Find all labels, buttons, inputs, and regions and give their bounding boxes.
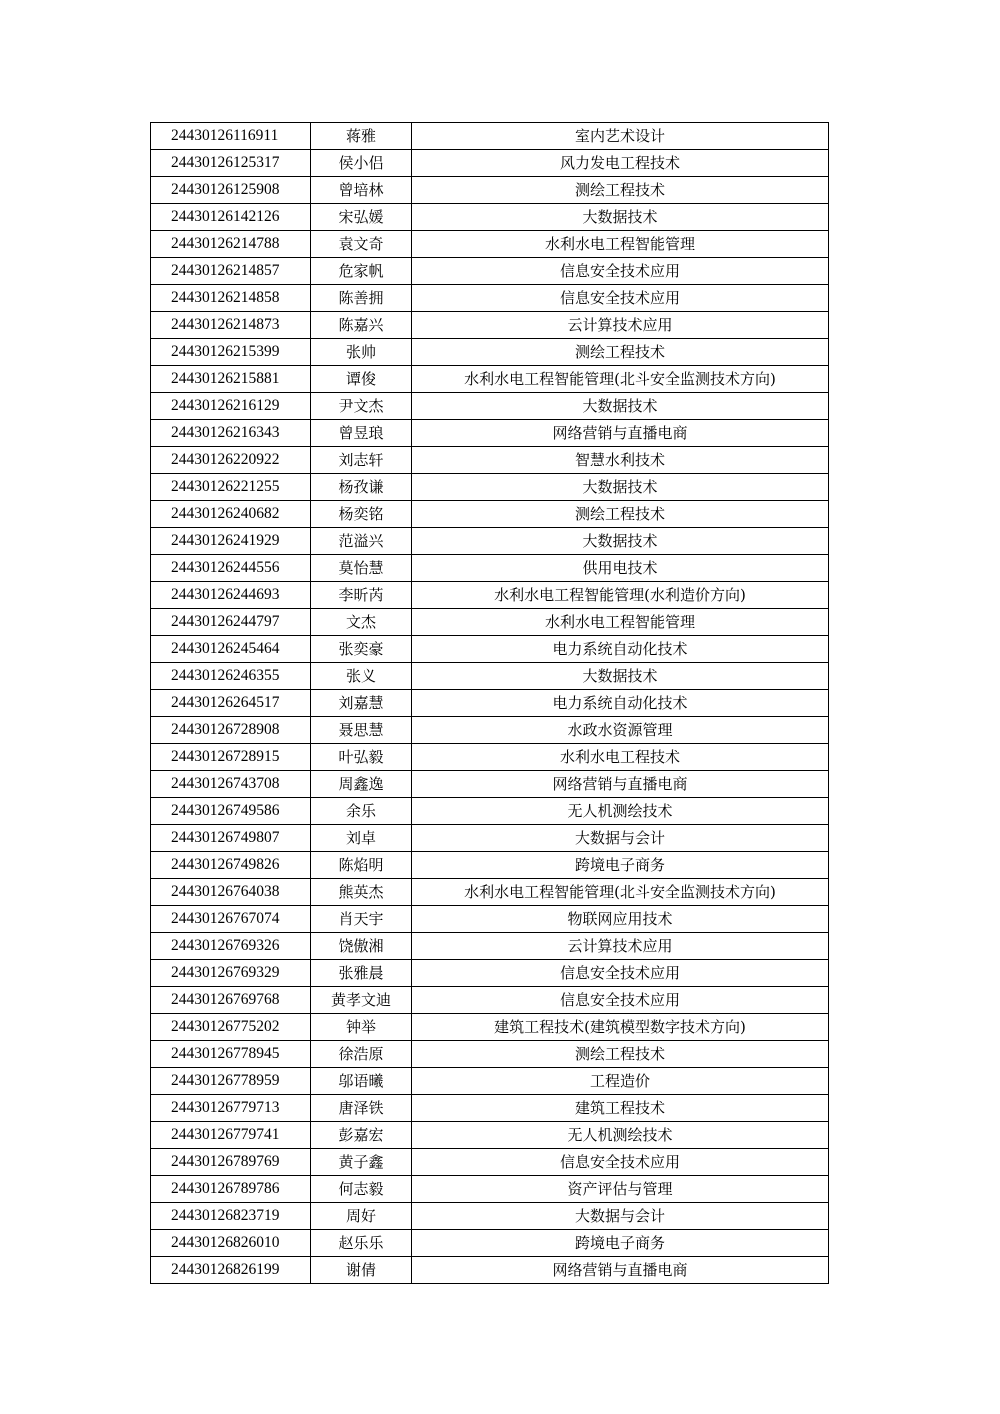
major-cell: 大数据技术 xyxy=(412,474,829,501)
table-row xyxy=(151,960,829,987)
major-cell: 无人机测绘技术 xyxy=(412,798,829,825)
table-row xyxy=(151,420,829,447)
table-row xyxy=(151,798,829,825)
student-name-cell: 聂思慧 xyxy=(311,717,412,744)
student-name-cell: 熊英杰 xyxy=(311,879,412,906)
table-row xyxy=(151,474,829,501)
student-id-cell: 24430126214788 xyxy=(151,231,311,258)
student-name-cell: 袁文奇 xyxy=(311,231,412,258)
student-id-cell: 24430126215881 xyxy=(151,366,311,393)
table-row xyxy=(151,879,829,906)
student-name-cell: 杨孜谦 xyxy=(311,474,412,501)
student-name-cell: 陈善拥 xyxy=(311,285,412,312)
table-row xyxy=(151,312,829,339)
major-cell: 云计算技术应用 xyxy=(412,312,829,339)
major-cell: 物联网应用技术 xyxy=(412,906,829,933)
student-id-cell: 24430126778959 xyxy=(151,1068,311,1095)
student-id-cell: 24430126215399 xyxy=(151,339,311,366)
table-row xyxy=(151,1068,829,1095)
major-cell: 测绘工程技术 xyxy=(412,501,829,528)
student-name-cell: 曾昱琅 xyxy=(311,420,412,447)
student-name-cell: 饶傲湘 xyxy=(311,933,412,960)
table-row xyxy=(151,825,829,852)
student-id-cell: 24430126823719 xyxy=(151,1203,311,1230)
student-id-cell: 24430126264517 xyxy=(151,690,311,717)
major-cell: 大数据与会计 xyxy=(412,825,829,852)
student-roster-table xyxy=(150,122,829,1284)
table-row xyxy=(151,663,829,690)
student-name-cell: 余乐 xyxy=(311,798,412,825)
major-cell: 电力系统自动化技术 xyxy=(412,690,829,717)
major-cell: 水利水电工程智能管理 xyxy=(412,231,829,258)
major-cell: 水利水电工程技术 xyxy=(412,744,829,771)
table-row xyxy=(151,933,829,960)
student-name-cell: 肖天宇 xyxy=(311,906,412,933)
student-name-cell: 危家帆 xyxy=(311,258,412,285)
student-name-cell: 李昕芮 xyxy=(311,582,412,609)
major-cell: 云计算技术应用 xyxy=(412,933,829,960)
student-id-cell: 24430126769329 xyxy=(151,960,311,987)
student-name-cell: 尹文杰 xyxy=(311,393,412,420)
student-name-cell: 侯小侣 xyxy=(311,150,412,177)
student-id-cell: 24430126246355 xyxy=(151,663,311,690)
table-row xyxy=(151,636,829,663)
table-row xyxy=(151,1257,829,1284)
major-cell: 建筑工程技术(建筑模型数字技术方向) xyxy=(412,1014,829,1041)
student-id-cell: 24430126728908 xyxy=(151,717,311,744)
student-id-cell: 24430126125317 xyxy=(151,150,311,177)
student-id-cell: 24430126779741 xyxy=(151,1122,311,1149)
student-id-cell: 24430126244797 xyxy=(151,609,311,636)
student-name-cell: 蒋雅 xyxy=(311,123,412,150)
student-id-cell: 24430126728915 xyxy=(151,744,311,771)
student-name-cell: 周好 xyxy=(311,1203,412,1230)
table-row xyxy=(151,204,829,231)
major-cell: 大数据技术 xyxy=(412,528,829,555)
student-id-cell: 24430126214858 xyxy=(151,285,311,312)
student-name-cell: 何志毅 xyxy=(311,1176,412,1203)
table-row xyxy=(151,1176,829,1203)
major-cell: 网络营销与直播电商 xyxy=(412,420,829,447)
major-cell: 测绘工程技术 xyxy=(412,339,829,366)
student-name-cell: 黄子鑫 xyxy=(311,1149,412,1176)
student-name-cell: 赵乐乐 xyxy=(311,1230,412,1257)
student-id-cell: 24430126749826 xyxy=(151,852,311,879)
student-name-cell: 刘卓 xyxy=(311,825,412,852)
major-cell: 室内艺术设计 xyxy=(412,123,829,150)
student-name-cell: 莫怡慧 xyxy=(311,555,412,582)
roster-body xyxy=(151,123,829,1284)
table-row xyxy=(151,609,829,636)
table-row xyxy=(151,582,829,609)
student-name-cell: 范溢兴 xyxy=(311,528,412,555)
major-cell: 网络营销与直播电商 xyxy=(412,771,829,798)
student-name-cell: 陈焰明 xyxy=(311,852,412,879)
student-id-cell: 24430126216129 xyxy=(151,393,311,420)
major-cell: 供用电技术 xyxy=(412,555,829,582)
major-cell: 大数据技术 xyxy=(412,393,829,420)
table-row xyxy=(151,555,829,582)
student-id-cell: 24430126142126 xyxy=(151,204,311,231)
student-id-cell: 24430126789786 xyxy=(151,1176,311,1203)
major-cell: 信息安全技术应用 xyxy=(412,285,829,312)
major-cell: 网络营销与直播电商 xyxy=(412,1257,829,1284)
major-cell: 信息安全技术应用 xyxy=(412,987,829,1014)
table-row xyxy=(151,1095,829,1122)
student-name-cell: 陈嘉兴 xyxy=(311,312,412,339)
student-name-cell: 张奕豪 xyxy=(311,636,412,663)
table-row xyxy=(151,1203,829,1230)
table-row xyxy=(151,1230,829,1257)
major-cell: 信息安全技术应用 xyxy=(412,1149,829,1176)
student-name-cell: 曾培林 xyxy=(311,177,412,204)
student-id-cell: 24430126240682 xyxy=(151,501,311,528)
student-name-cell: 刘志轩 xyxy=(311,447,412,474)
student-name-cell: 刘嘉慧 xyxy=(311,690,412,717)
table-row xyxy=(151,366,829,393)
table-row xyxy=(151,852,829,879)
major-cell: 测绘工程技术 xyxy=(412,177,829,204)
table-row xyxy=(151,717,829,744)
student-id-cell: 24430126241929 xyxy=(151,528,311,555)
student-id-cell: 24430126749807 xyxy=(151,825,311,852)
student-id-cell: 24430126125908 xyxy=(151,177,311,204)
major-cell: 电力系统自动化技术 xyxy=(412,636,829,663)
student-name-cell: 叶弘毅 xyxy=(311,744,412,771)
table-row xyxy=(151,231,829,258)
student-name-cell: 彭嘉宏 xyxy=(311,1122,412,1149)
major-cell: 智慧水利技术 xyxy=(412,447,829,474)
student-id-cell: 24430126244556 xyxy=(151,555,311,582)
student-id-cell: 24430126779713 xyxy=(151,1095,311,1122)
major-cell: 无人机测绘技术 xyxy=(412,1122,829,1149)
major-cell: 跨境电子商务 xyxy=(412,852,829,879)
table-row xyxy=(151,339,829,366)
student-id-cell: 24430126749586 xyxy=(151,798,311,825)
student-id-cell: 24430126769768 xyxy=(151,987,311,1014)
major-cell: 水政水资源管理 xyxy=(412,717,829,744)
student-id-cell: 24430126214857 xyxy=(151,258,311,285)
student-id-cell: 24430126826010 xyxy=(151,1230,311,1257)
student-id-cell: 24430126778945 xyxy=(151,1041,311,1068)
table-row xyxy=(151,987,829,1014)
student-id-cell: 24430126826199 xyxy=(151,1257,311,1284)
student-id-cell: 24430126221255 xyxy=(151,474,311,501)
student-id-cell: 24430126220922 xyxy=(151,447,311,474)
student-id-cell: 24430126767074 xyxy=(151,906,311,933)
table-row xyxy=(151,744,829,771)
student-id-cell: 24430126244693 xyxy=(151,582,311,609)
table-row xyxy=(151,393,829,420)
major-cell: 风力发电工程技术 xyxy=(412,150,829,177)
major-cell: 工程造价 xyxy=(412,1068,829,1095)
student-id-cell: 24430126743708 xyxy=(151,771,311,798)
major-cell: 大数据与会计 xyxy=(412,1203,829,1230)
student-name-cell: 谭俊 xyxy=(311,366,412,393)
student-name-cell: 宋弘媛 xyxy=(311,204,412,231)
major-cell: 水利水电工程智能管理(北斗安全监测技术方向) xyxy=(412,366,829,393)
major-cell: 大数据技术 xyxy=(412,663,829,690)
student-name-cell: 文杰 xyxy=(311,609,412,636)
student-id-cell: 24430126245464 xyxy=(151,636,311,663)
student-id-cell: 24430126769326 xyxy=(151,933,311,960)
student-name-cell: 张帅 xyxy=(311,339,412,366)
table-row xyxy=(151,1122,829,1149)
major-cell: 大数据技术 xyxy=(412,204,829,231)
major-cell: 水利水电工程智能管理 xyxy=(412,609,829,636)
student-name-cell: 黄孝文迪 xyxy=(311,987,412,1014)
major-cell: 水利水电工程智能管理(水利造价方向) xyxy=(412,582,829,609)
table-row xyxy=(151,447,829,474)
major-cell: 资产评估与管理 xyxy=(412,1176,829,1203)
major-cell: 测绘工程技术 xyxy=(412,1041,829,1068)
table-row xyxy=(151,1149,829,1176)
student-name-cell: 张雅晨 xyxy=(311,960,412,987)
student-name-cell: 唐泽铁 xyxy=(311,1095,412,1122)
major-cell: 信息安全技术应用 xyxy=(412,258,829,285)
table-row xyxy=(151,258,829,285)
student-name-cell: 徐浩原 xyxy=(311,1041,412,1068)
major-cell: 跨境电子商务 xyxy=(412,1230,829,1257)
student-id-cell: 24430126789769 xyxy=(151,1149,311,1176)
table-row xyxy=(151,1041,829,1068)
table-row xyxy=(151,906,829,933)
student-id-cell: 24430126116911 xyxy=(151,123,311,150)
table-row xyxy=(151,528,829,555)
student-name-cell: 钟举 xyxy=(311,1014,412,1041)
student-name-cell: 周鑫逸 xyxy=(311,771,412,798)
table-row xyxy=(151,123,829,150)
student-name-cell: 张义 xyxy=(311,663,412,690)
student-name-cell: 邬语曦 xyxy=(311,1068,412,1095)
table-row xyxy=(151,690,829,717)
table-row xyxy=(151,501,829,528)
student-id-cell: 24430126775202 xyxy=(151,1014,311,1041)
major-cell: 水利水电工程智能管理(北斗安全监测技术方向) xyxy=(412,879,829,906)
major-cell: 建筑工程技术 xyxy=(412,1095,829,1122)
table-row xyxy=(151,1014,829,1041)
table-row xyxy=(151,771,829,798)
student-id-cell: 24430126214873 xyxy=(151,312,311,339)
student-id-cell: 24430126216343 xyxy=(151,420,311,447)
student-name-cell: 杨奕铭 xyxy=(311,501,412,528)
student-name-cell: 谢倩 xyxy=(311,1257,412,1284)
table-row xyxy=(151,150,829,177)
major-cell: 信息安全技术应用 xyxy=(412,960,829,987)
student-id-cell: 24430126764038 xyxy=(151,879,311,906)
table-row xyxy=(151,177,829,204)
table-row xyxy=(151,285,829,312)
